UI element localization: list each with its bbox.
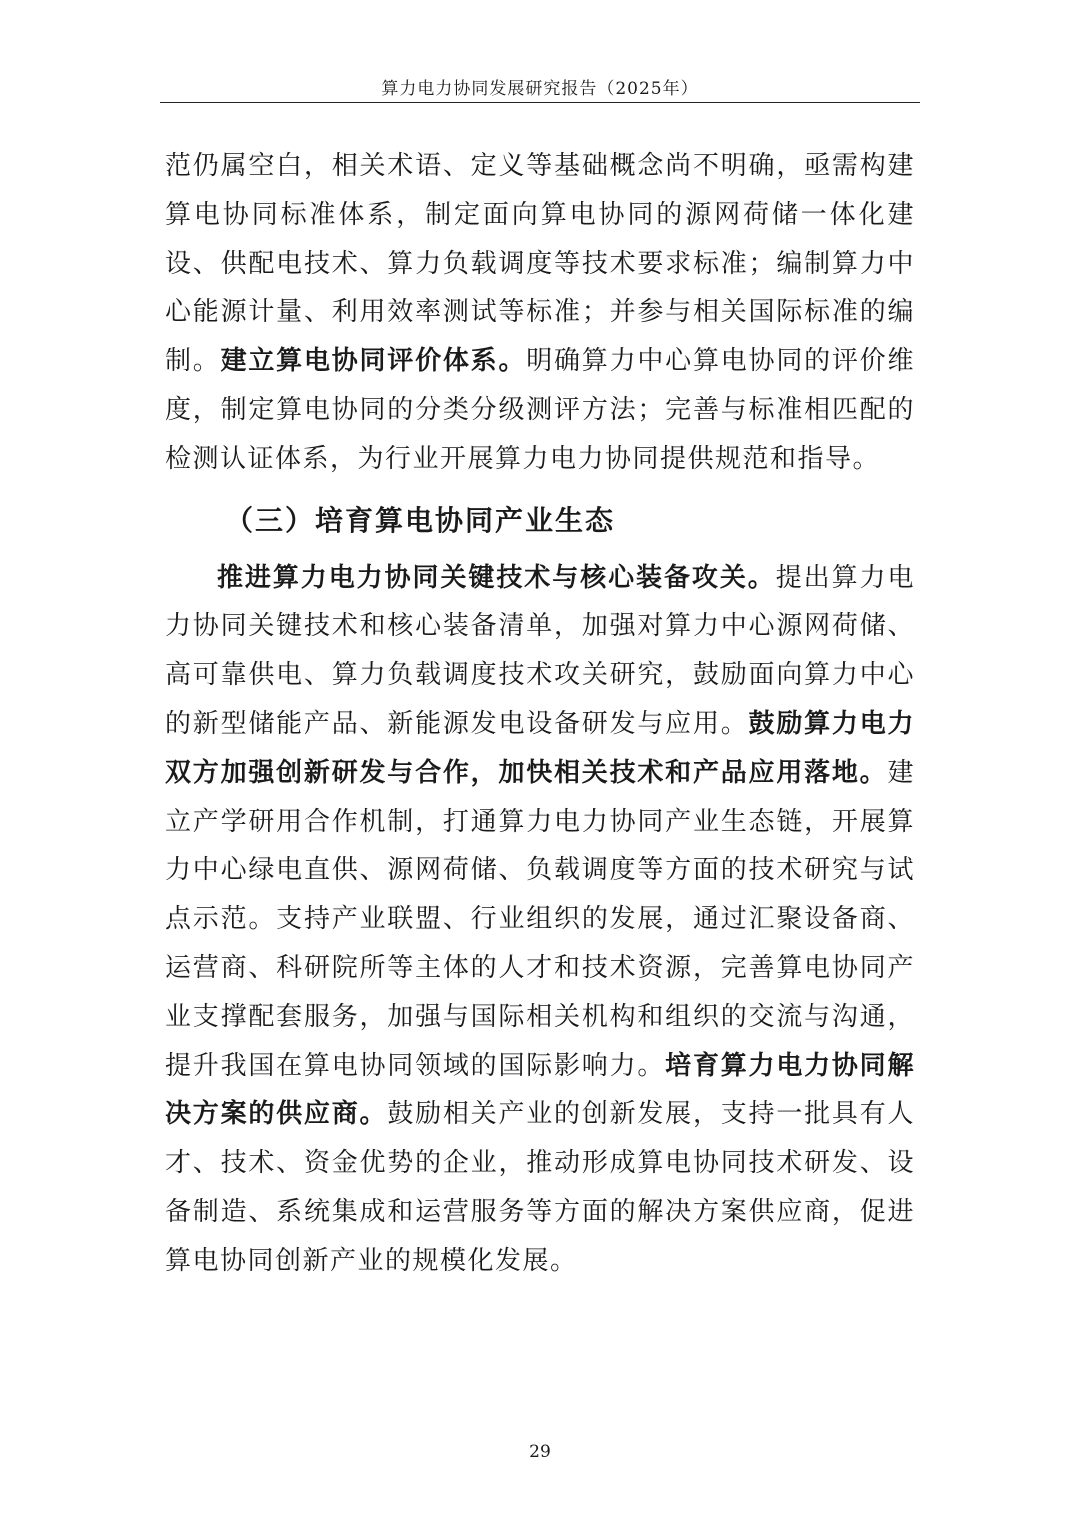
paragraph-text: 提出算力电力协同关键技术和核心装备清单，加强对算力中心源网荷储、高可靠供电、算力负载调度技术攻关研究，鼓励面向算力中心的新型储能产品、新能源发电设备研发与应用。 — [165, 562, 915, 739]
paragraph-text: 明确算力中心算电协同的评价维度，制定算电协同的分类分级测评方法；完善与标准相匹配的检测认证体系，为行业开展算力电力协同提供规范和指导。 — [165, 346, 915, 474]
paragraph-text: 鼓励相关产业的创新发展，支持一批具有人才、技术、资金优势的企业，推动形成算电协同技术研发、设备制造、系统集成和运营服务等方面的解决方案供应商，促进算电协同创新产业的规模化发展。 — [165, 1099, 915, 1276]
page-number: 29 — [529, 1442, 551, 1462]
bold-lead-sentence: 推进算力电力协同关键技术与核心装备攻关。 — [217, 562, 776, 593]
page-body — [165, 142, 915, 1286]
bold-lead-sentence: 鼓励算力电力双方加强创新研发与合作，加快相关技术和产品应用落地。 — [165, 708, 915, 788]
header-divider — [160, 102, 920, 103]
paragraph-text: 范仍属空白，相关术语、定义等基础概念尚不明确，亟需构建算电协同标准体系，制定面向算电协同的源网荷储一体化建设、供配电技术、算力负载调度等技术要求标准；编制算力中心能源计量、利用效率测试等标准；并参与相关国际标准的编制。 — [165, 151, 915, 377]
running-header: 算力电力协同发展研究报告（2025年） — [381, 79, 699, 99]
paragraph-text: 建立产学研用合作机制，打通算力电力协同产业生态链，开展算力中心绿电直供、源网荷储、负载调度等方面的技术研究与试点示范。支持产业联盟、行业组织的发展，通过汇聚设备商、运营商、科研院所等主体的人才和技术资源，完善算电协同产业支撑配套服务，加强与国际相关机构和组织的交流与沟通，提升我国在算电协同领域的国际影响力。 — [165, 757, 915, 1081]
section-heading: （三）培育算电协同产业生态 — [225, 503, 616, 537]
bold-lead-sentence: 建立算电协同评价体系。 — [220, 346, 527, 377]
bold-lead-sentence: 培育算力电力协同解决方案的供应商。 — [165, 1050, 915, 1130]
paragraph-industry-ecosystem — [165, 554, 915, 1286]
paragraph-standards — [165, 142, 915, 484]
